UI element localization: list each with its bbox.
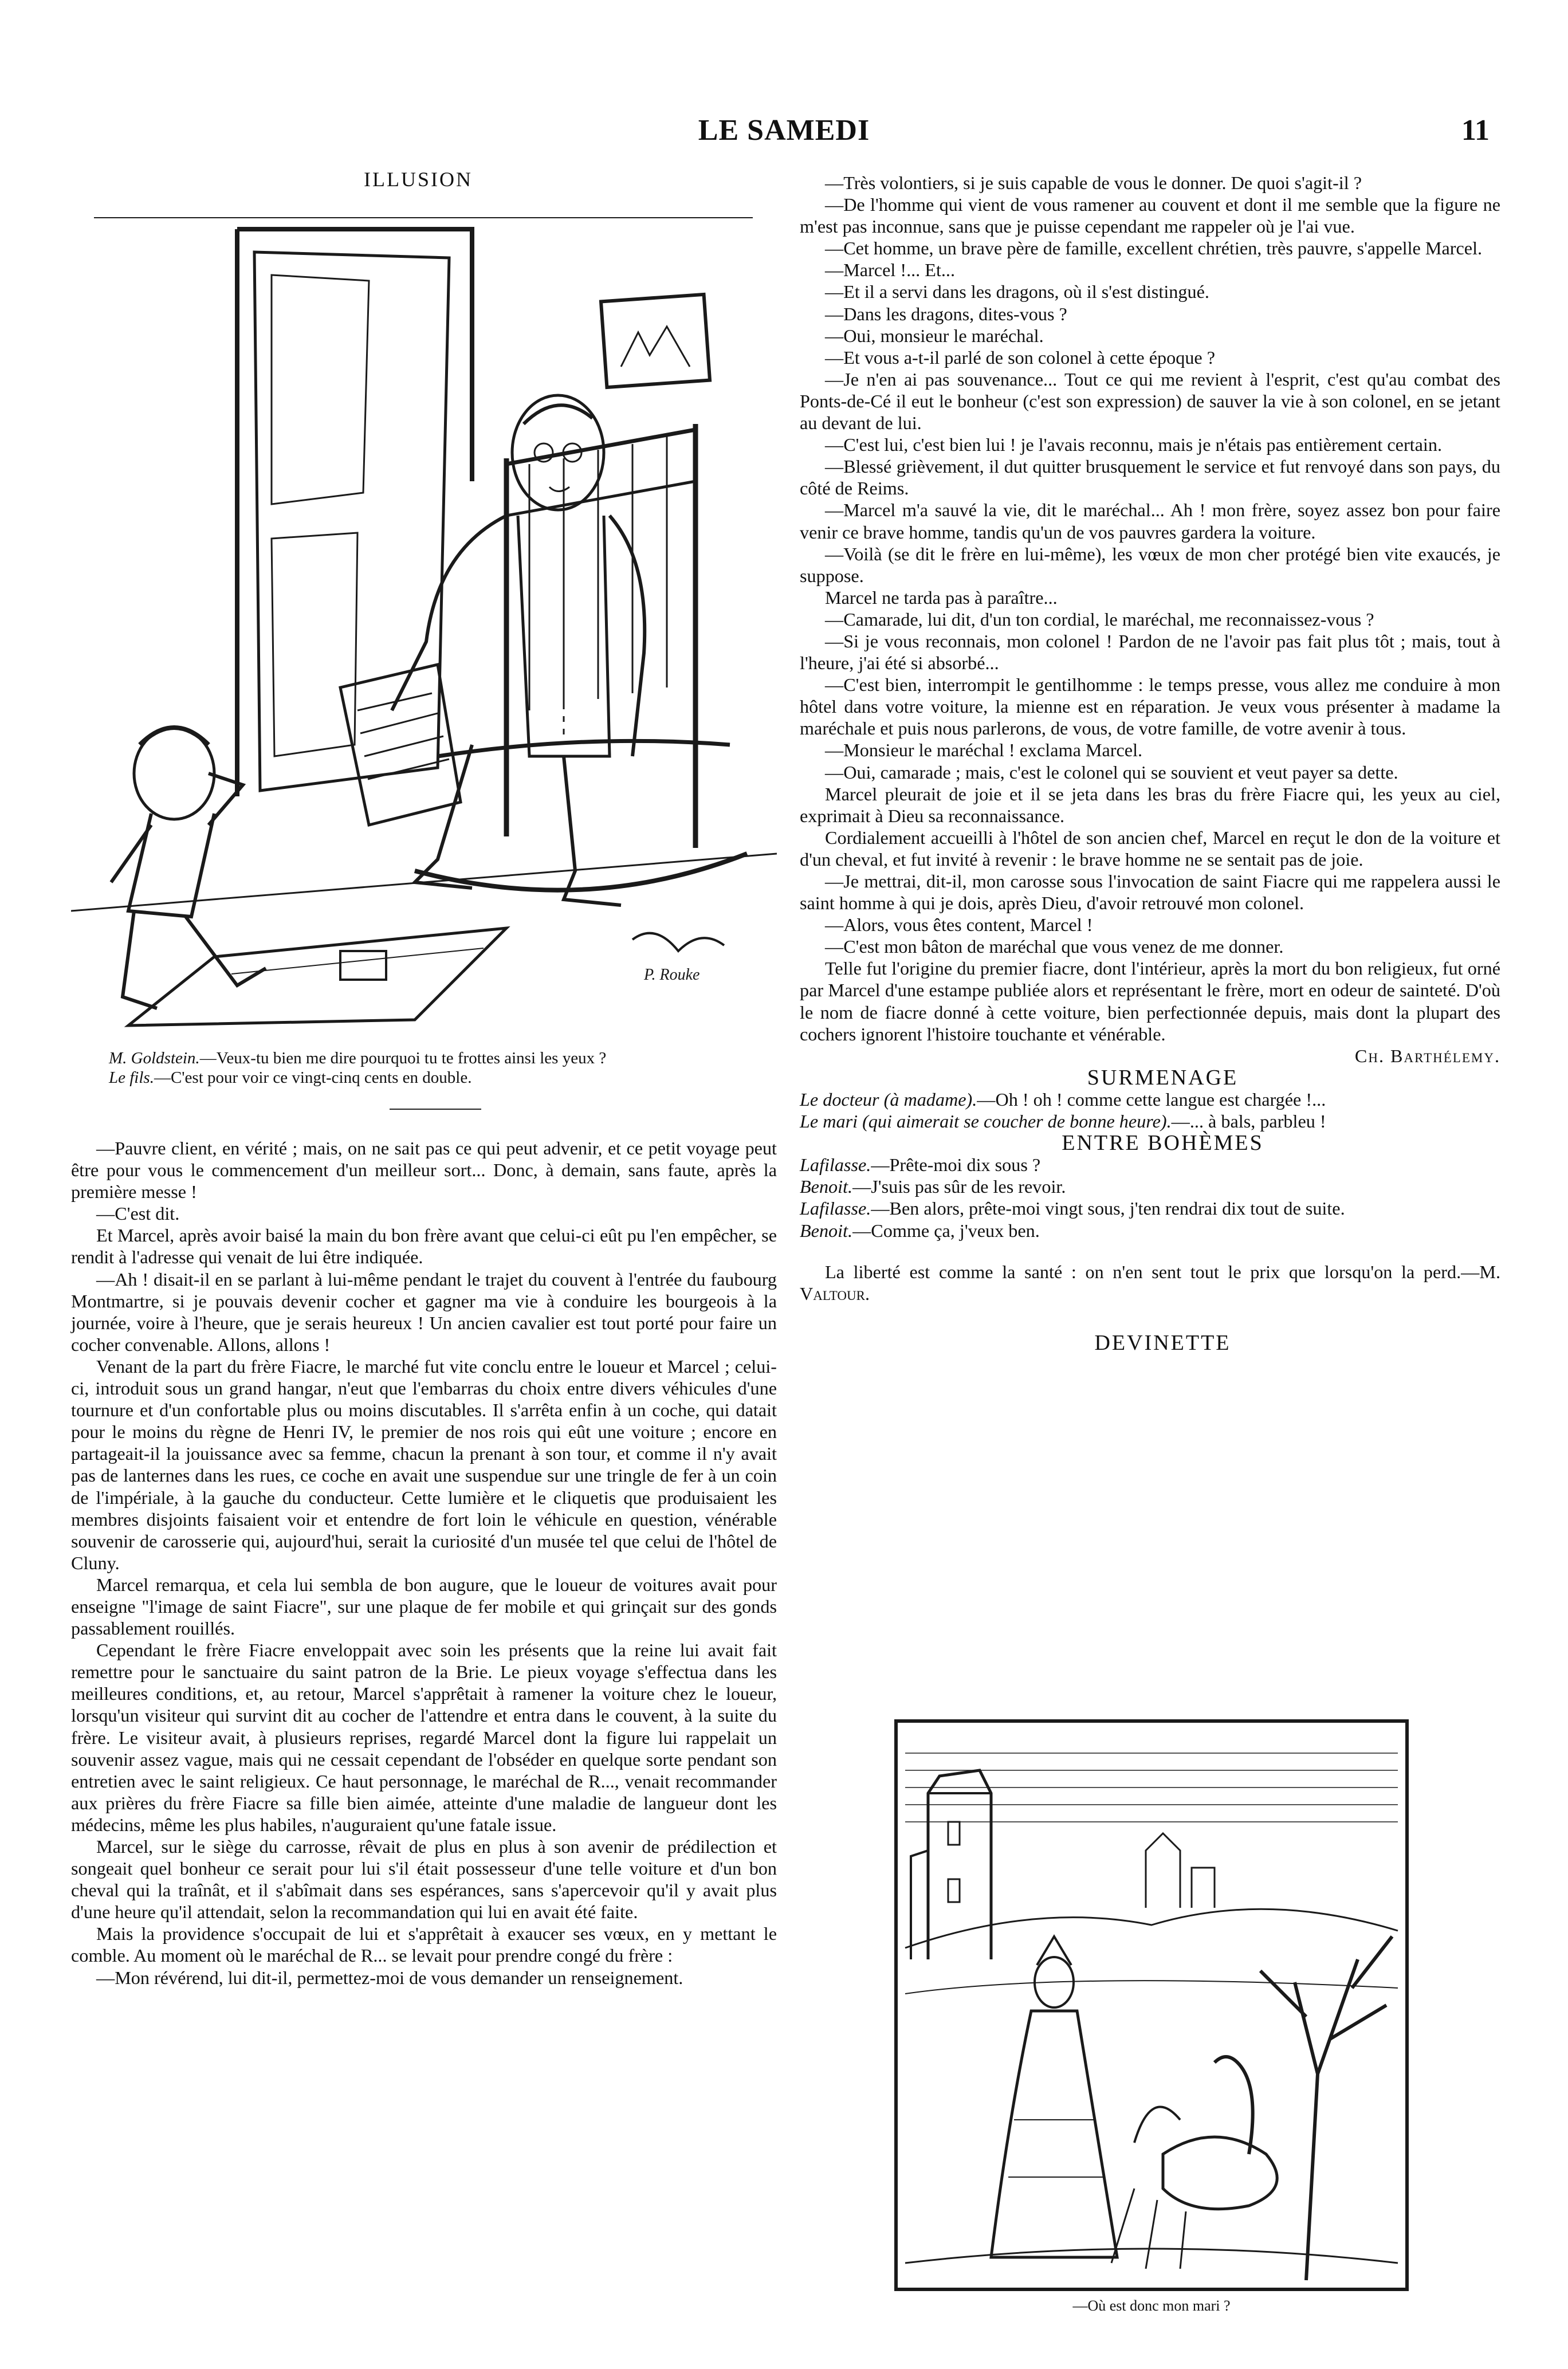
right-paragraph: —Et vous a-t-il parlé de son colonel à cette époque ? [825, 347, 1216, 368]
devinette-title: DEVINETTE [1094, 1330, 1231, 1355]
surmenage-text-1: —Oh ! oh ! comme cette langue est chargée !... [977, 1089, 1326, 1110]
right-paragraph: —Je mettrai, dit-il, mon carosse sous l'invocation de saint Fiacre qui me rappelera aussi le saint homme à qui je dois, après Dieu, d'avoir retrouvé mon colonel. [800, 871, 1500, 914]
surmenage-title: SURMENAGE [1087, 1065, 1239, 1090]
illustration-signature: P. Rouke [644, 966, 700, 984]
caption-text-1: —Veux-tu bien me dire pourquoi tu te frottes ainsi les yeux ? [199, 1049, 607, 1067]
page-number: 11 [1461, 114, 1490, 147]
bohemes-text: —J'suis pas sûr de les revoir. [852, 1176, 1066, 1197]
right-paragraph: —Et il a servi dans les dragons, où il s'est distingué. [825, 281, 1209, 302]
left-paragraph: Et Marcel, après avoir baisé la main du bon frère avant que celui-ci eût pu l'en empêcher, se rendit à l'adresse qui venait de lui être indiquée. [71, 1225, 777, 1268]
entre-bohemes-title: ENTRE BOHÈMES [1062, 1131, 1264, 1156]
right-paragraph: —Monsieur le maréchal ! exclama Marcel. [825, 740, 1143, 761]
separator-rule [390, 1109, 481, 1110]
right-paragraph: Cordialement accueilli à l'hôtel de son ancien chef, Marcel en reçut le don de la voiture et d'un cheval, et fut invité à revenir : le brave homme ne se sentait pas de joie. [800, 827, 1500, 870]
right-paragraph: —Blessé grièvement, il dut quitter brusquement le service et fut renvoyé dans son pays, du côté de Reims. [800, 456, 1500, 499]
right-paragraph: Telle fut l'origine du premier fiacre, dont l'intérieur, après la mort du bon religieux, fut orné par Marcel d'une estampe publiée alors et représentant le frère, mort en odeur de sainteté. D'où le nom de fiacre donné à cette voiture, bien perfectionnée depuis, mais dont la plupart des cochers ignorent l'histoire touchante et vénérable. [800, 958, 1500, 1044]
devinette-caption: —Où est donc mon mari ? [1072, 2297, 1231, 2314]
right-paragraph: —Si je vous reconnais, mon colonel ! Pardon de ne l'avoir pas fait plus tôt ; mais, tout à l'heure, j'ai été si absorbé... [800, 630, 1500, 674]
illustration-title: ILLUSION [364, 168, 473, 191]
left-paragraph: —Pauvre client, en vérité ; mais, on ne sait pas ce qui peut advenir, et ce petit voyage peut être pour vous le commencement d'un meilleur sort... Donc, à demain, sans faute, après la première messe ! [71, 1138, 777, 1203]
left-paragraph: —Mon révérend, lui dit-il, permettez-moi de vous demander un renseignement. [96, 1967, 683, 1988]
bohemes-text: —Prête-moi dix sous ? [871, 1154, 1041, 1176]
right-paragraph: Marcel pleurait de joie et il se jeta dans les bras du frère Fiacre qui, les yeux au ciel, exprimait à Dieu sa reconnaissance. [800, 783, 1500, 826]
bohemes-speaker: Lafilasse. [800, 1198, 871, 1219]
right-paragraph: —Marcel m'a sauvé la vie, dit le maréchal... Ah ! mon frère, soyez assez bon pour faire venir ce brave homme, tandis qu'un de vos pauvres gardera la voiture. [800, 500, 1500, 543]
left-paragraph: Cependant le frère Fiacre enveloppait avec soin les présents que la reine lui avait fait remettre pour le sanctuaire du saint patron de la Brie. Le pieux voyage s'effectua dans les meilleures conditions, et, au retour, Marcel s'apprêtait à ramener la voiture chez le loueur, lorsqu'un visiteur qui survint dit au cocher de l'attendre et entra dans le couvent, à la suite du frère. Le visiteur avait, à plusieurs reprises, regardé Marcel dont la figure lui rappelait un souvenir assez vague, mais qui ne cessait cependant de l'obséder en quelque sorte pendant son entretien avec le saint religieux. Ce haut personnage, le maréchal de R..., venait recommander aux prières du frère Fiacre sa fille bien aimée, atteinte d'une maladie de langueur dont les médecins, même les plus habiles, n'auguraient qu'une fatale issue. [71, 1640, 777, 1835]
bohemes-speaker: Benoit. [800, 1176, 853, 1197]
entre-bohemes-dialogue [800, 1154, 1500, 1241]
right-paragraph: —Alors, vous êtes content, Marcel ! [825, 914, 1093, 936]
left-paragraph: Venant de la part du frère Fiacre, le marché fut vite conclu entre le loueur et Marcel ; celui-ci, introduit sous un grand hangar, n'eut que l'embarras du choix entre divers véhicules d'une tournure et d'un confortable plus ou moins discutables. Il s'arrêta enfin à un coche, qui datait pour le moins du règne de Henri IV, le premier de nos rois qui eût une voiture ; encore en partageait-il la jouissance avec sa femme, chacun la prenant à son tour, et comme il n'y avait pas de lanternes dans les rues, ce coche en avait une suspendue sur une tringle de fer à un coin de l'impériale, à la gauche du conducteur. Cette lumière et le cliquetis que produisaient les membres disjoints faisaient voir et entendre de fort loin le véhicule en question, vénérable souvenir de carosserie qui, aujourd'hui, serait la curiosité d'un musée tel que celui de l'hôtel de Cluny. [71, 1356, 777, 1573]
illusion-illustration [71, 195, 777, 1043]
left-paragraph: Marcel, sur le siège du carrosse, rêvait de plus en plus à son avenir de prédilection et songeait quel bonheur ce serait pour lui s'il était possesseur d'une telle voiture et d'un bon cheval qui la traînât, et il s'abîmait dans ses espérances, sans s'apercevoir qu'il y avait plus d'une heure qu'il attendait, selon la recommandation qui lui en avait été faite. [71, 1836, 777, 1923]
left-paragraph: Mais la providence s'occupait de lui et s'apprêtait à exaucer ses vœux, en y mettant le comble. Au moment où le maréchal de R... se levait pour prendre congé du frère : [71, 1923, 777, 1966]
illustration-caption [109, 1048, 773, 1087]
surmenage-speaker-2: Le mari (qui aimerait se coucher de bonne heure). [800, 1111, 1172, 1132]
surmenage-speaker-1: Le docteur (à madame). [800, 1089, 977, 1110]
right-paragraph: —C'est mon bâton de maréchal que vous venez de me donner. [825, 936, 1284, 957]
right-paragraph: —Je n'en ai pas souvenance... Tout ce qui me revient à l'esprit, c'est qu'au combat des Ponts-de-Cé il eut le bonheur (c'est son expression) de sauver la vie à son colonel, en se jetant au devant de lui. [800, 368, 1500, 434]
right-paragraph: —C'est bien, interrompit le gentilhomme : le temps presse, vous allez me conduire à mon hôtel dans votre voiture, la mienne est en réparation. Je veux vous présenter à madame la maréchale et puis nous parlerons, de vous, de votre famille, de votre avenir à tous. [800, 674, 1500, 739]
left-column [71, 1137, 777, 1989]
right-column [800, 172, 1500, 1354]
right-paragraph: —Oui, monsieur le maréchal. [825, 325, 1044, 346]
right-paragraph: —Voilà (se dit le frère en lui-même), les vœux de mon cher protégé bien vite exaucés, je suppose. [800, 543, 1500, 586]
left-paragraph: —Ah ! disait-il en se parlant à lui-même pendant le trajet du couvent à l'entrée du faubourg Montmartre, si je pouvais devenir cocher et gagner ma vie à conduire les bourgeois à la journée, voire à l'heure, que je serais heureux ! Un ancien cavalier est tout porté pour faire un cocher convenable. Allons, allons ! [71, 1268, 777, 1355]
right-paragraph: —Dans les dragons, dites-vous ? [825, 303, 1067, 324]
surmenage-dialogue [800, 1089, 1500, 1132]
devinette-illustration [894, 1719, 1409, 2292]
bohemes-speaker: Benoit. [800, 1220, 853, 1241]
maxim-text: La liberté est comme la santé : on n'en sent tout le prix que lorsqu'on la perd.— [825, 1261, 1480, 1282]
bohemes-text: —Comme ça, j'veux ben. [852, 1220, 1040, 1241]
bohemes-speaker: Lafilasse. [800, 1154, 871, 1176]
bohemes-text: —Ben alors, prête-moi vingt sous, j'ten rendrai dix tout de suite. [871, 1198, 1345, 1219]
right-paragraph: —Très volontiers, si je suis capable de vous le donner. De quoi s'agit-il ? [825, 172, 1362, 193]
surmenage-text-2: —... à bals, parbleu ! [1171, 1111, 1326, 1132]
right-paragraph: —De l'homme qui vient de vous ramener au couvent et dont il me semble que la figure ne m'est pas inconnue, sans que je puisse cependant me rappeler où je l'ai vue. [800, 194, 1500, 237]
journal-title: LE SAMEDI [698, 114, 870, 147]
right-paragraph: —Oui, camarade ; mais, c'est le colonel qui se souvient et veut payer sa dette. [825, 761, 1398, 783]
caption-text-2: —C'est pour voir ce vingt-cinq cents en double. [154, 1068, 472, 1087]
caption-speaker-2: Le fils. [109, 1068, 154, 1087]
right-paragraph: Marcel ne tarda pas à paraître... [825, 587, 1058, 608]
caption-speaker-1: M. Goldstein. [109, 1049, 200, 1067]
left-paragraph: —C'est dit. [96, 1203, 180, 1224]
left-paragraph: Marcel remarqua, et cela lui sembla de bon augure, que le loueur de voitures avait pour enseigne "l'image de saint Fiacre", sur une plaque de fer mobile et qui grinçait sur des gonds passablement rouillés. [71, 1574, 777, 1639]
right-paragraph: —Cet homme, un brave père de famille, excellent chrétien, très pauvre, s'appelle Marcel. [825, 238, 1483, 259]
maxim [800, 1261, 1500, 1305]
right-paragraph: —Camarade, lui dit, d'un ton cordial, le maréchal, me reconnaissez-vous ? [825, 608, 1374, 630]
right-paragraph: —Marcel !... Et... [825, 260, 956, 281]
maxim-author: M. Valtour. [800, 1261, 1500, 1304]
story-signature: Ch. Barthélemy. [1354, 1045, 1500, 1066]
right-paragraph: —C'est lui, c'est bien lui ! je l'avais reconnu, mais je n'étais pas entièrement certain. [825, 434, 1442, 455]
